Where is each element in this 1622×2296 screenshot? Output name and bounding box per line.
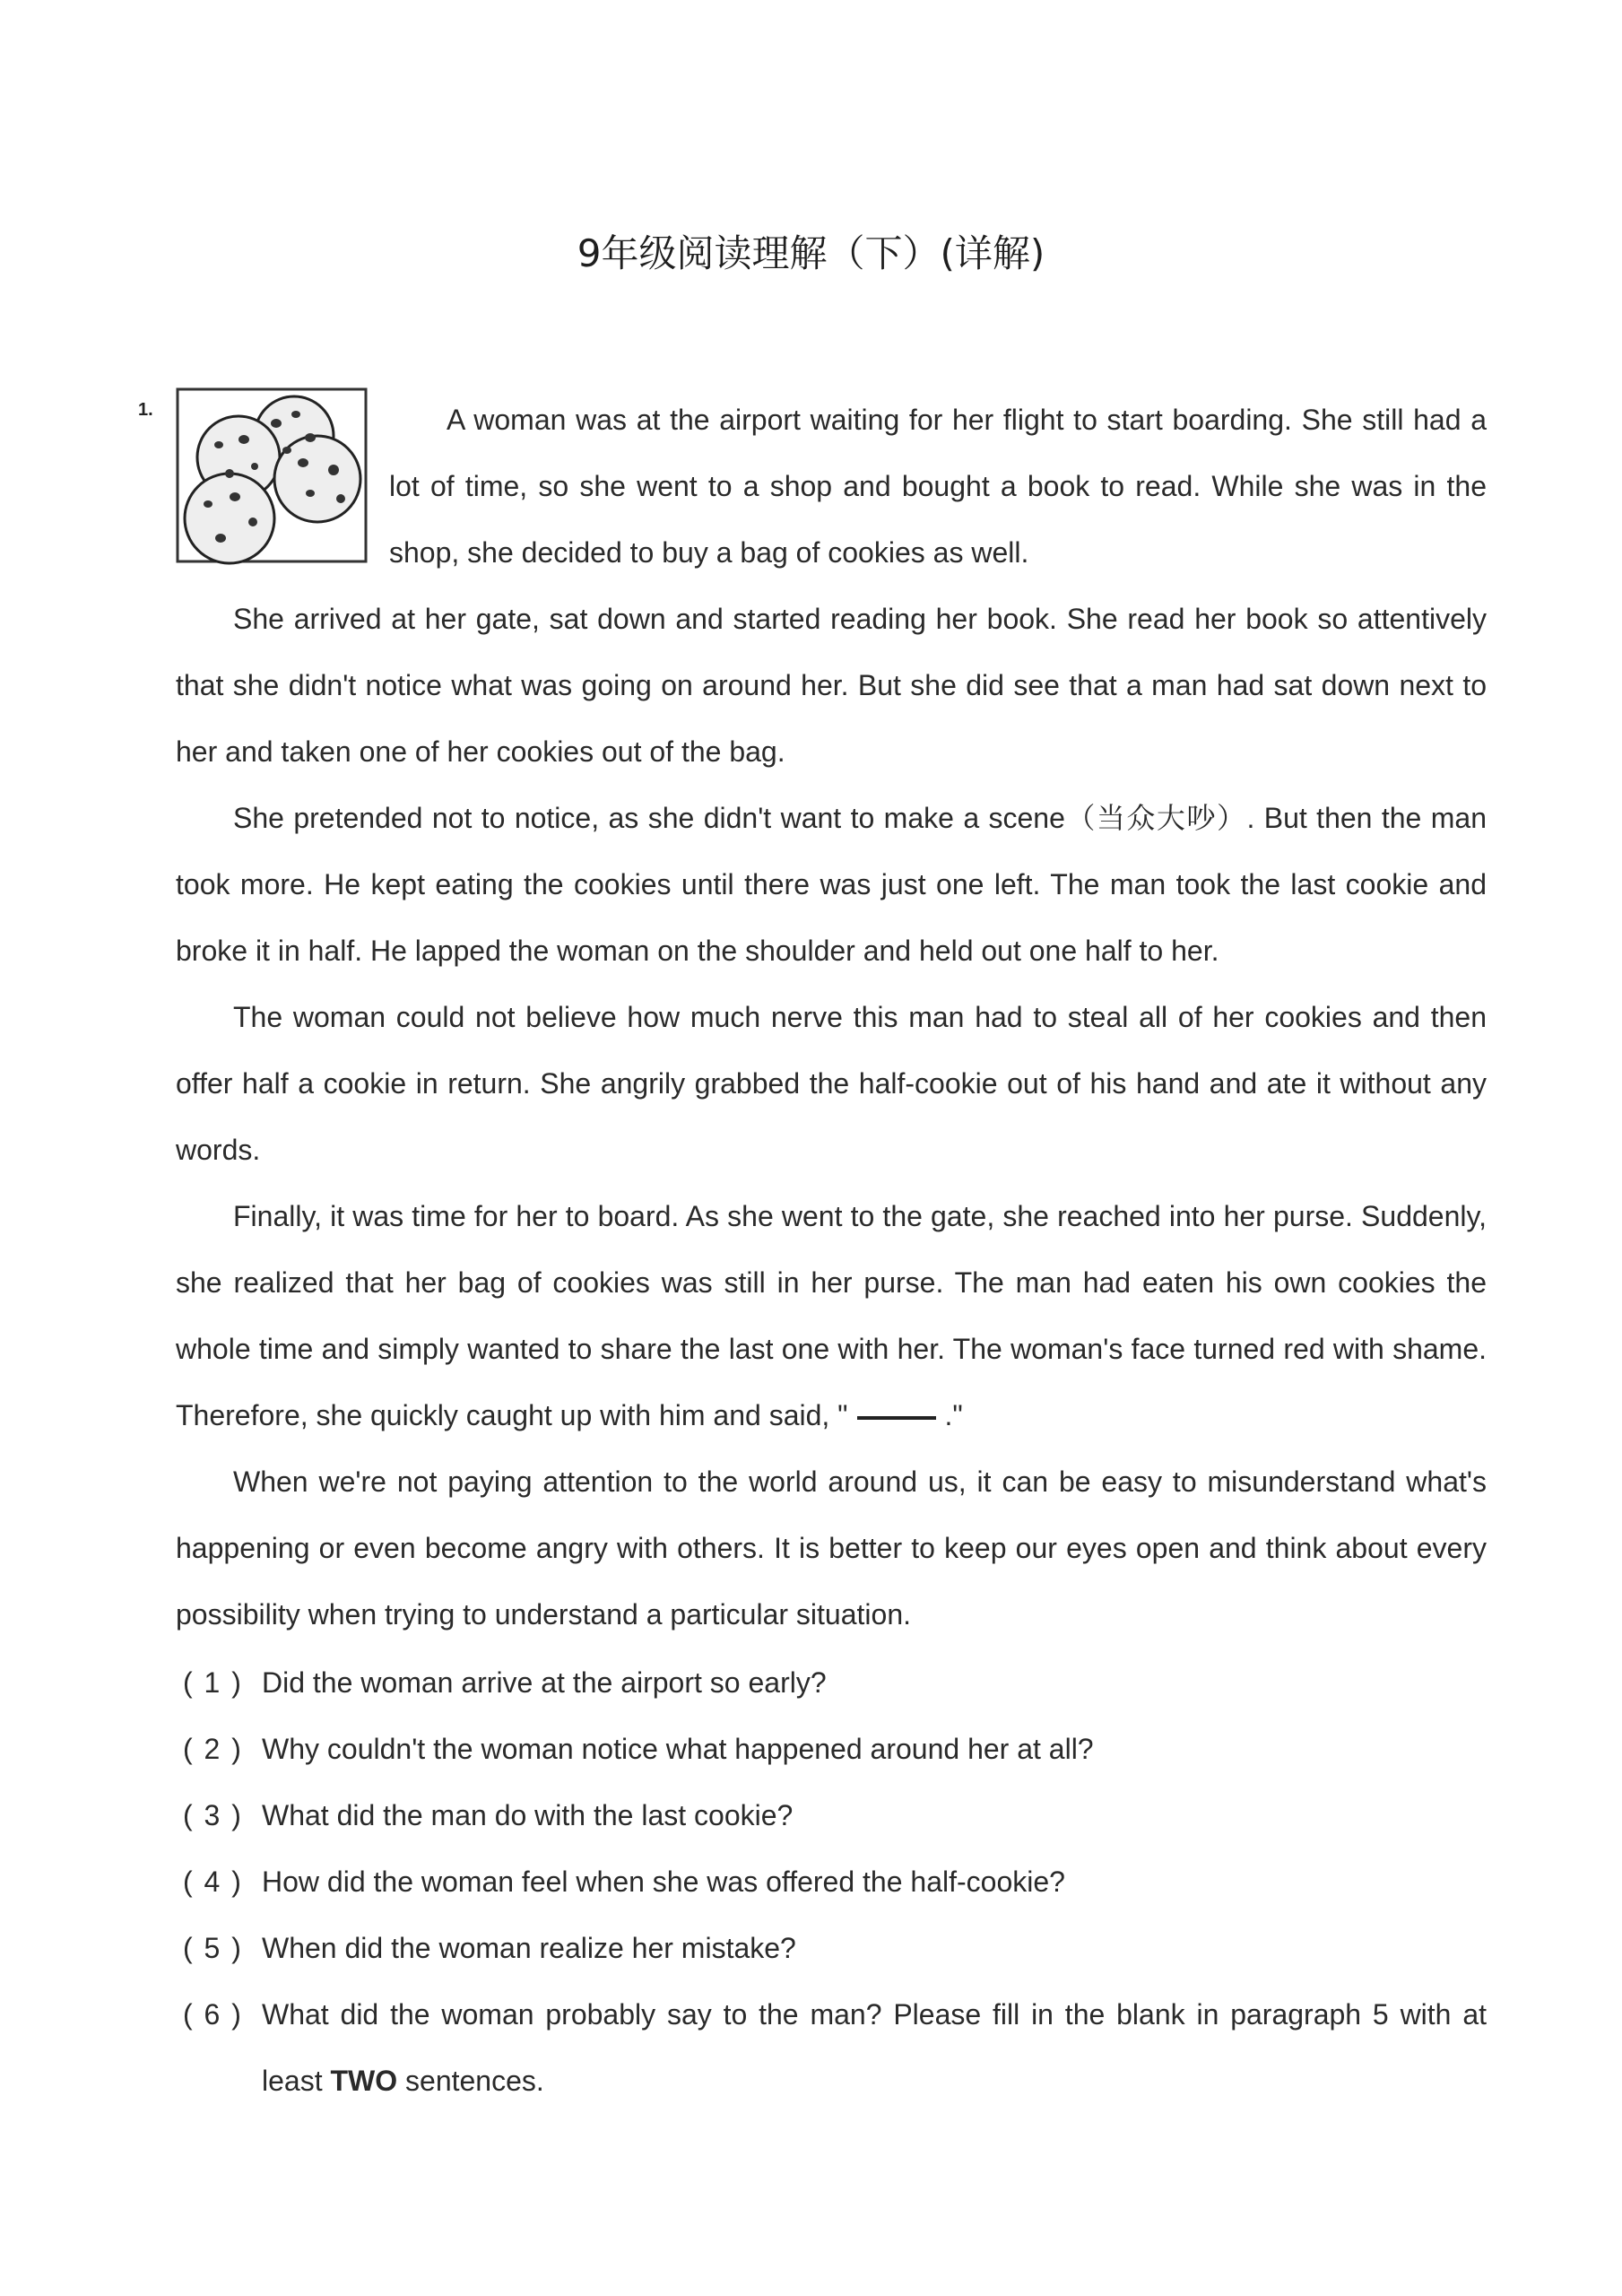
passage-paragraph-3: She pretended not to notice, as she didn't want to make a scene（当众大吵）. But then the man took more. He kept eating the cookies until there was just one left. The man took the last cookie and broke it in half. He lapped the woman on the shoulder and held out one half to her. xyxy=(176,802,1487,967)
question-item: ( 1 ) Did the woman arrive at the airport so early? xyxy=(183,1666,827,1699)
question-item: ( 2 ) Why couldn't the woman notice what happened around her at all? xyxy=(183,1733,1094,1765)
question-number: 1. xyxy=(138,400,153,420)
passage-paragraph-2: She arrived at her gate, sat down and started reading her book. She read her book so attentively that she didn't notice what was going on around her. But she did see that a man had sat down next to her and taken one of her cookies out of the bag. xyxy=(176,603,1487,768)
passage-body xyxy=(176,586,1487,1648)
question-item: ( 6 ) What did the woman probably say to the man? Please fill in the blank in paragraph 5 with at least TWO sentences. xyxy=(183,1998,1487,2097)
passage-paragraph-1: A woman was at the airport waiting for her flight to start boarding. She still had a lot of time, so she went to a shop and bought a book to read. While she was in the shop, she decided to buy a bag of cookies as well. xyxy=(389,404,1487,569)
passage-paragraph-5: Finally, it was time for her to board. As she went to the gate, she reached into her purse. Suddenly, she realized that her bag of cookies was still in her purse. The man had eaten his own cookies the whole time and simply wanted to share the last one with her. The woman's face turned red with shame. Therefore, she quickly caught up with him and said, " ." xyxy=(176,1200,1487,1431)
passage-paragraph-6: When we're not paying attention to the world around us, it can be easy to misunderstand what's happening or even become angry with others. It is better to keep our eyes open and think about every possibility when trying to understand a particular situation. xyxy=(176,1465,1487,1631)
question-item: ( 5 ) When did the woman realize her mistake? xyxy=(183,1932,796,1964)
passage-paragraph-4: The woman could not believe how much nerve this man had to steal all of her cookies and then offer half a cookie in return. She angrily grabbed the half-cookie out of his hand and ate it without any words. xyxy=(176,1001,1487,1166)
question-list xyxy=(176,1649,1487,2114)
cookies-illustration-icon xyxy=(176,387,368,565)
page-title: 9年级阅读理解（下）(详解) xyxy=(577,231,1045,275)
answer-blank xyxy=(857,1416,936,1420)
question-item: ( 4 ) How did the woman feel when she was offered the half-cookie? xyxy=(183,1866,1065,1898)
question-item: ( 3 ) What did the man do with the last cookie? xyxy=(183,1799,794,1831)
